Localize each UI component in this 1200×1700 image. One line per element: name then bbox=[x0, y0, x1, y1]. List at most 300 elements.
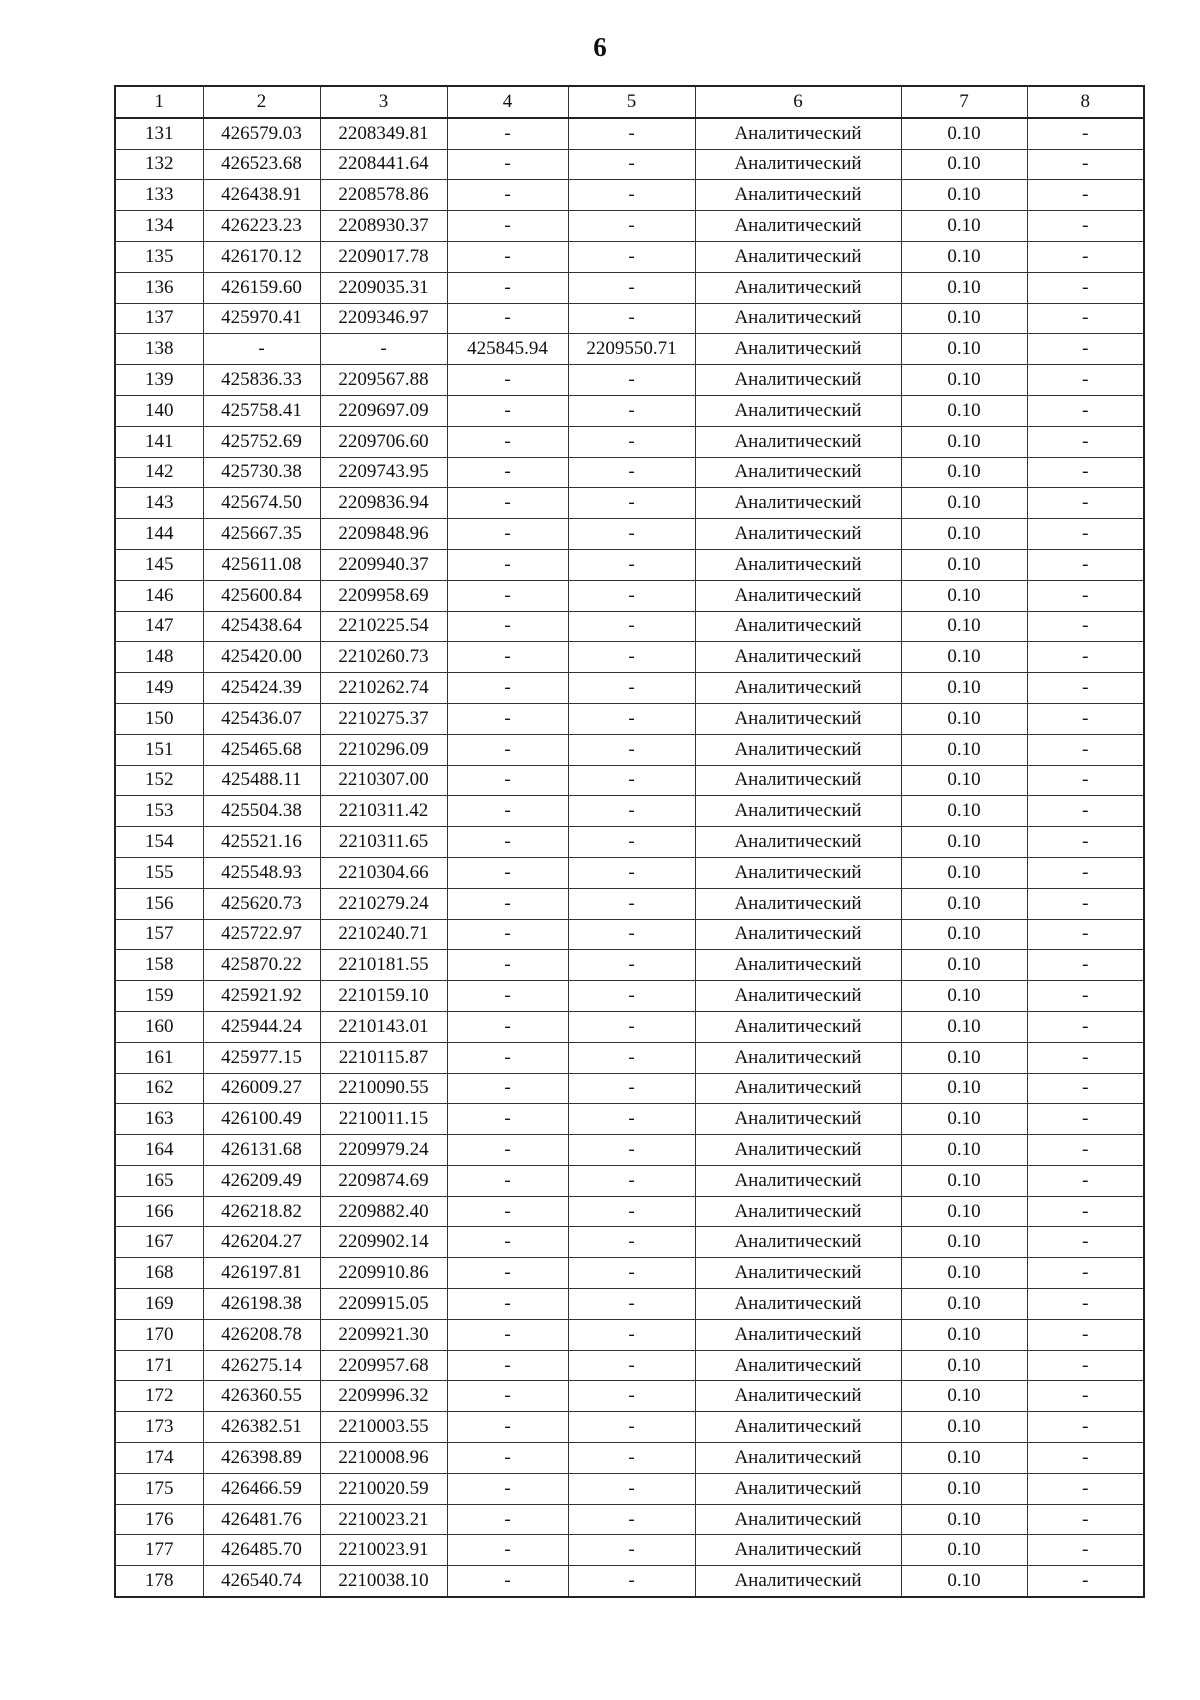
table-cell: - bbox=[1027, 919, 1144, 950]
table-cell: - bbox=[447, 519, 568, 550]
table-cell: - bbox=[1027, 241, 1144, 272]
table-row bbox=[115, 1104, 1144, 1135]
table-cell: - bbox=[447, 1104, 568, 1135]
table-row bbox=[115, 118, 1144, 149]
table-cell: 0.10 bbox=[901, 1473, 1027, 1504]
table-cell: - bbox=[447, 1412, 568, 1443]
table-cell: 2209550.71 bbox=[568, 334, 695, 365]
table-cell: - bbox=[447, 1289, 568, 1320]
table-cell: - bbox=[1027, 827, 1144, 858]
table-cell: 2210115.87 bbox=[320, 1042, 447, 1073]
table-row bbox=[115, 796, 1144, 827]
table-cell: 425845.94 bbox=[447, 334, 568, 365]
table-cell: - bbox=[1027, 1011, 1144, 1042]
table-row bbox=[115, 303, 1144, 334]
table-cell: - bbox=[568, 180, 695, 211]
table-cell: - bbox=[1027, 1535, 1144, 1566]
table-cell: 143 bbox=[115, 488, 203, 519]
table-cell: 2210296.09 bbox=[320, 734, 447, 765]
table-row bbox=[115, 1566, 1144, 1597]
table-cell: - bbox=[568, 241, 695, 272]
table-cell: 2209979.24 bbox=[320, 1135, 447, 1166]
table-cell: - bbox=[1027, 703, 1144, 734]
table-cell: Аналитический bbox=[695, 673, 901, 704]
table-cell: - bbox=[568, 796, 695, 827]
table-cell: - bbox=[1027, 1473, 1144, 1504]
table-row bbox=[115, 1350, 1144, 1381]
table-cell: Аналитический bbox=[695, 950, 901, 981]
table-cell: 0.10 bbox=[901, 395, 1027, 426]
table-cell: Аналитический bbox=[695, 611, 901, 642]
table-cell: 0.10 bbox=[901, 1535, 1027, 1566]
table-cell: - bbox=[1027, 272, 1144, 303]
table-cell: 425424.39 bbox=[203, 673, 320, 704]
table-cell: 162 bbox=[115, 1073, 203, 1104]
table-cell: 2208349.81 bbox=[320, 118, 447, 149]
table-cell: 158 bbox=[115, 950, 203, 981]
table-cell: 0.10 bbox=[901, 857, 1027, 888]
table-row bbox=[115, 241, 1144, 272]
page-number: 6 bbox=[593, 32, 607, 62]
table-cell: 425548.93 bbox=[203, 857, 320, 888]
table-cell: - bbox=[568, 1042, 695, 1073]
table-row bbox=[115, 1073, 1144, 1104]
table-cell: 163 bbox=[115, 1104, 203, 1135]
table-cell: - bbox=[1027, 888, 1144, 919]
table-cell: 146 bbox=[115, 580, 203, 611]
table-cell: - bbox=[568, 1566, 695, 1597]
table-cell: - bbox=[568, 919, 695, 950]
table-cell: 148 bbox=[115, 642, 203, 673]
table-cell: - bbox=[1027, 1258, 1144, 1289]
table-cell: 135 bbox=[115, 241, 203, 272]
table-cell: 2209697.09 bbox=[320, 395, 447, 426]
table-cell: 2209996.32 bbox=[320, 1381, 447, 1412]
table-cell: - bbox=[447, 1535, 568, 1566]
table-cell: 426523.68 bbox=[203, 149, 320, 180]
table-cell: 425836.33 bbox=[203, 365, 320, 396]
table-cell: Аналитический bbox=[695, 1473, 901, 1504]
table-cell: 2209957.68 bbox=[320, 1350, 447, 1381]
table-cell: 426170.12 bbox=[203, 241, 320, 272]
table-cell: 0.10 bbox=[901, 703, 1027, 734]
table-cell: 2209958.69 bbox=[320, 580, 447, 611]
table-cell: 425722.97 bbox=[203, 919, 320, 950]
table-cell: - bbox=[1027, 549, 1144, 580]
table-cell: Аналитический bbox=[695, 1381, 901, 1412]
table-cell: 0.10 bbox=[901, 1135, 1027, 1166]
table-cell: - bbox=[447, 950, 568, 981]
table-cell: 426100.49 bbox=[203, 1104, 320, 1135]
table-cell: 0.10 bbox=[901, 580, 1027, 611]
table-cell: 425600.84 bbox=[203, 580, 320, 611]
table-cell: 0.10 bbox=[901, 272, 1027, 303]
table-cell: - bbox=[447, 734, 568, 765]
table-cell: 0.10 bbox=[901, 981, 1027, 1012]
table-cell: 145 bbox=[115, 549, 203, 580]
table-cell: 133 bbox=[115, 180, 203, 211]
table-cell: Аналитический bbox=[695, 519, 901, 550]
table-cell: 2209910.86 bbox=[320, 1258, 447, 1289]
table-row bbox=[115, 365, 1144, 396]
table-cell: 144 bbox=[115, 519, 203, 550]
table-cell: 426198.38 bbox=[203, 1289, 320, 1320]
table-cell: Аналитический bbox=[695, 919, 901, 950]
column-header: 7 bbox=[901, 86, 1027, 118]
table-cell: 167 bbox=[115, 1227, 203, 1258]
table-cell: 0.10 bbox=[901, 1258, 1027, 1289]
table-row bbox=[115, 919, 1144, 950]
table-cell: - bbox=[1027, 1350, 1144, 1381]
table-cell: - bbox=[1027, 1104, 1144, 1135]
table-cell: - bbox=[447, 149, 568, 180]
table-cell: Аналитический bbox=[695, 1227, 901, 1258]
table-cell: 2210038.10 bbox=[320, 1566, 447, 1597]
table-cell: 2210020.59 bbox=[320, 1473, 447, 1504]
table-cell: - bbox=[1027, 1566, 1144, 1597]
table-cell: - bbox=[1027, 765, 1144, 796]
table-cell: 151 bbox=[115, 734, 203, 765]
table-cell: - bbox=[568, 981, 695, 1012]
table-cell: 425438.64 bbox=[203, 611, 320, 642]
table-cell: - bbox=[1027, 1165, 1144, 1196]
table-cell: 425674.50 bbox=[203, 488, 320, 519]
table-cell: - bbox=[1027, 1135, 1144, 1166]
table-cell: 425870.22 bbox=[203, 950, 320, 981]
table-cell: - bbox=[447, 1473, 568, 1504]
table-cell: - bbox=[447, 888, 568, 919]
table-cell: 425977.15 bbox=[203, 1042, 320, 1073]
table-cell: - bbox=[1027, 1381, 1144, 1412]
table-cell: - bbox=[1027, 118, 1144, 149]
table-cell: Аналитический bbox=[695, 1104, 901, 1135]
table-cell: 425465.68 bbox=[203, 734, 320, 765]
table-cell: 426159.60 bbox=[203, 272, 320, 303]
table-cell: 171 bbox=[115, 1350, 203, 1381]
table-row bbox=[115, 765, 1144, 796]
table-cell: - bbox=[1027, 365, 1144, 396]
table-cell: 139 bbox=[115, 365, 203, 396]
table-cell: - bbox=[568, 1135, 695, 1166]
table-row bbox=[115, 1381, 1144, 1412]
table-cell: - bbox=[320, 334, 447, 365]
table-cell: - bbox=[447, 365, 568, 396]
table-cell: - bbox=[1027, 1443, 1144, 1474]
table-cell: 0.10 bbox=[901, 365, 1027, 396]
column-header: 3 bbox=[320, 86, 447, 118]
table-cell: 132 bbox=[115, 149, 203, 180]
table-cell: Аналитический bbox=[695, 1073, 901, 1104]
table-cell: 156 bbox=[115, 888, 203, 919]
table-cell: - bbox=[568, 734, 695, 765]
table-cell: 164 bbox=[115, 1135, 203, 1166]
table-cell: 0.10 bbox=[901, 734, 1027, 765]
table-cell: - bbox=[1027, 334, 1144, 365]
table-cell: 426275.14 bbox=[203, 1350, 320, 1381]
table-cell: 0.10 bbox=[901, 1443, 1027, 1474]
table-cell: 425420.00 bbox=[203, 642, 320, 673]
table-cell: 0.10 bbox=[901, 1165, 1027, 1196]
table-cell: 2210311.42 bbox=[320, 796, 447, 827]
table-cell: - bbox=[1027, 1042, 1144, 1073]
table-cell: - bbox=[568, 272, 695, 303]
table-row bbox=[115, 1504, 1144, 1535]
table-cell: - bbox=[1027, 857, 1144, 888]
table-cell: Аналитический bbox=[695, 365, 901, 396]
table-row bbox=[115, 1289, 1144, 1320]
table-cell: 425611.08 bbox=[203, 549, 320, 580]
table-cell: - bbox=[447, 1165, 568, 1196]
table-cell: 0.10 bbox=[901, 642, 1027, 673]
table-cell: 426360.55 bbox=[203, 1381, 320, 1412]
table-row bbox=[115, 457, 1144, 488]
table-cell: 426398.89 bbox=[203, 1443, 320, 1474]
table-cell: - bbox=[447, 118, 568, 149]
table-cell: 172 bbox=[115, 1381, 203, 1412]
table-cell: 426009.27 bbox=[203, 1073, 320, 1104]
table-cell: 425620.73 bbox=[203, 888, 320, 919]
table-cell: 425921.92 bbox=[203, 981, 320, 1012]
table-cell: 425944.24 bbox=[203, 1011, 320, 1042]
table-cell: - bbox=[568, 303, 695, 334]
table-row bbox=[115, 1042, 1144, 1073]
table-cell: 159 bbox=[115, 981, 203, 1012]
table-row bbox=[115, 611, 1144, 642]
table-body bbox=[115, 118, 1144, 1597]
table-cell: 0.10 bbox=[901, 549, 1027, 580]
table-cell: Аналитический bbox=[695, 1011, 901, 1042]
table-cell: 2210003.55 bbox=[320, 1412, 447, 1443]
table-cell: Аналитический bbox=[695, 981, 901, 1012]
table-cell: - bbox=[447, 1073, 568, 1104]
table-cell: - bbox=[568, 827, 695, 858]
table-cell: - bbox=[1027, 488, 1144, 519]
table-cell: 0.10 bbox=[901, 1227, 1027, 1258]
table-cell: 0.10 bbox=[901, 303, 1027, 334]
table-cell: 0.10 bbox=[901, 673, 1027, 704]
table-cell: Аналитический bbox=[695, 149, 901, 180]
table-cell: 168 bbox=[115, 1258, 203, 1289]
table-cell: 2209706.60 bbox=[320, 426, 447, 457]
table-cell: Аналитический bbox=[695, 1165, 901, 1196]
table-cell: - bbox=[568, 950, 695, 981]
table-cell: 425521.16 bbox=[203, 827, 320, 858]
table-cell: 0.10 bbox=[901, 1289, 1027, 1320]
table-cell: 165 bbox=[115, 1165, 203, 1196]
table-cell: 177 bbox=[115, 1535, 203, 1566]
table-cell: 2210307.00 bbox=[320, 765, 447, 796]
table-cell: - bbox=[568, 211, 695, 242]
table-cell: - bbox=[447, 1042, 568, 1073]
table-cell: 170 bbox=[115, 1319, 203, 1350]
coordinates-table bbox=[114, 85, 1145, 1598]
table-cell: Аналитический bbox=[695, 211, 901, 242]
table-row bbox=[115, 642, 1144, 673]
table-cell: 2210240.71 bbox=[320, 919, 447, 950]
table-cell: - bbox=[447, 827, 568, 858]
table-cell: - bbox=[1027, 1319, 1144, 1350]
table-cell: 2209940.37 bbox=[320, 549, 447, 580]
table-cell: 0.10 bbox=[901, 519, 1027, 550]
table-row bbox=[115, 334, 1144, 365]
header-row bbox=[115, 86, 1144, 118]
table-cell: 0.10 bbox=[901, 919, 1027, 950]
table-cell: 426131.68 bbox=[203, 1135, 320, 1166]
table-cell: 426579.03 bbox=[203, 118, 320, 149]
table-cell: - bbox=[1027, 457, 1144, 488]
table-cell: 175 bbox=[115, 1473, 203, 1504]
table-row bbox=[115, 1443, 1144, 1474]
table-cell: - bbox=[447, 765, 568, 796]
table-cell: Аналитический bbox=[695, 241, 901, 272]
table-cell: - bbox=[447, 180, 568, 211]
table-cell: - bbox=[1027, 734, 1144, 765]
table-cell: - bbox=[568, 1196, 695, 1227]
table-cell: Аналитический bbox=[695, 1196, 901, 1227]
table-cell: - bbox=[568, 611, 695, 642]
table-row bbox=[115, 1258, 1144, 1289]
table-cell: 426485.70 bbox=[203, 1535, 320, 1566]
table-cell: - bbox=[447, 1381, 568, 1412]
table-cell: - bbox=[568, 1073, 695, 1104]
table-cell: 425488.11 bbox=[203, 765, 320, 796]
table-cell: - bbox=[568, 549, 695, 580]
table-cell: - bbox=[568, 1165, 695, 1196]
table-row bbox=[115, 549, 1144, 580]
table-cell: Аналитический bbox=[695, 457, 901, 488]
table-cell: 0.10 bbox=[901, 765, 1027, 796]
table-cell: 425970.41 bbox=[203, 303, 320, 334]
table-cell: 153 bbox=[115, 796, 203, 827]
table-row bbox=[115, 857, 1144, 888]
table-cell: 426540.74 bbox=[203, 1566, 320, 1597]
column-header: 8 bbox=[1027, 86, 1144, 118]
table-cell: - bbox=[568, 1443, 695, 1474]
table-cell: 426218.82 bbox=[203, 1196, 320, 1227]
table-cell: - bbox=[447, 303, 568, 334]
table-cell: Аналитический bbox=[695, 1443, 901, 1474]
table-header bbox=[115, 86, 1144, 118]
table-cell: 131 bbox=[115, 118, 203, 149]
table-cell: 0.10 bbox=[901, 1350, 1027, 1381]
table-cell: 0.10 bbox=[901, 1011, 1027, 1042]
table-cell: Аналитический bbox=[695, 118, 901, 149]
table-cell: Аналитический bbox=[695, 1258, 901, 1289]
table-cell: - bbox=[447, 395, 568, 426]
table-cell: - bbox=[1027, 796, 1144, 827]
table-cell: - bbox=[568, 519, 695, 550]
table-cell: Аналитический bbox=[695, 549, 901, 580]
table-cell: 2210090.55 bbox=[320, 1073, 447, 1104]
table-cell: - bbox=[1027, 395, 1144, 426]
table-cell: 152 bbox=[115, 765, 203, 796]
table-cell: 174 bbox=[115, 1443, 203, 1474]
table-cell: - bbox=[447, 1227, 568, 1258]
table-cell: 426481.76 bbox=[203, 1504, 320, 1535]
table-row bbox=[115, 519, 1144, 550]
table-cell: 2210008.96 bbox=[320, 1443, 447, 1474]
table-cell: - bbox=[568, 395, 695, 426]
table-cell: Аналитический bbox=[695, 272, 901, 303]
table-cell: 0.10 bbox=[901, 827, 1027, 858]
table-cell: 2210225.54 bbox=[320, 611, 447, 642]
table-cell: 2209874.69 bbox=[320, 1165, 447, 1196]
table-cell: 0.10 bbox=[901, 149, 1027, 180]
column-header: 2 bbox=[203, 86, 320, 118]
table-cell: - bbox=[568, 457, 695, 488]
table-row bbox=[115, 1165, 1144, 1196]
table-cell: Аналитический bbox=[695, 703, 901, 734]
table-cell: 136 bbox=[115, 272, 203, 303]
table-cell: Аналитический bbox=[695, 334, 901, 365]
table-cell: 0.10 bbox=[901, 950, 1027, 981]
table-cell: 425667.35 bbox=[203, 519, 320, 550]
table-cell: - bbox=[447, 857, 568, 888]
table-cell: 426382.51 bbox=[203, 1412, 320, 1443]
table-cell: 134 bbox=[115, 211, 203, 242]
table-cell: - bbox=[447, 1443, 568, 1474]
table-cell: 0.10 bbox=[901, 796, 1027, 827]
table-cell: Аналитический bbox=[695, 1135, 901, 1166]
table-cell: 0.10 bbox=[901, 1042, 1027, 1073]
table-cell: - bbox=[447, 919, 568, 950]
table-row bbox=[115, 1227, 1144, 1258]
table-row bbox=[115, 888, 1144, 919]
table-row bbox=[115, 734, 1144, 765]
table-cell: 147 bbox=[115, 611, 203, 642]
table-cell: - bbox=[1027, 149, 1144, 180]
table-cell: 2210011.15 bbox=[320, 1104, 447, 1135]
table-cell: - bbox=[568, 1319, 695, 1350]
table-cell: Аналитический bbox=[695, 488, 901, 519]
table-cell: Аналитический bbox=[695, 857, 901, 888]
table-cell: 141 bbox=[115, 426, 203, 457]
table-cell: Аналитический bbox=[695, 888, 901, 919]
table-cell: - bbox=[447, 211, 568, 242]
table-cell: 0.10 bbox=[901, 211, 1027, 242]
table-cell: 2209836.94 bbox=[320, 488, 447, 519]
table-cell: 2209902.14 bbox=[320, 1227, 447, 1258]
table-cell: 2209567.88 bbox=[320, 365, 447, 396]
table-cell: - bbox=[1027, 673, 1144, 704]
table-cell: 150 bbox=[115, 703, 203, 734]
table-cell: - bbox=[447, 549, 568, 580]
table-cell: - bbox=[447, 1319, 568, 1350]
table-cell: 2209921.30 bbox=[320, 1319, 447, 1350]
table-cell: - bbox=[447, 457, 568, 488]
table-cell: Аналитический bbox=[695, 765, 901, 796]
table-cell: 2209035.31 bbox=[320, 272, 447, 303]
table-cell: Аналитический bbox=[695, 395, 901, 426]
table-row bbox=[115, 488, 1144, 519]
table-cell: - bbox=[447, 426, 568, 457]
table-cell: 2210279.24 bbox=[320, 888, 447, 919]
table-cell: 426208.78 bbox=[203, 1319, 320, 1350]
table-cell: 161 bbox=[115, 1042, 203, 1073]
table-cell: - bbox=[447, 673, 568, 704]
table-row bbox=[115, 580, 1144, 611]
table-cell: 155 bbox=[115, 857, 203, 888]
table-cell: 2209848.96 bbox=[320, 519, 447, 550]
table-cell: 0.10 bbox=[901, 1412, 1027, 1443]
table-cell: - bbox=[568, 365, 695, 396]
table-cell: 426223.23 bbox=[203, 211, 320, 242]
table-cell: - bbox=[1027, 981, 1144, 1012]
table-cell: Аналитический bbox=[695, 180, 901, 211]
table-cell: - bbox=[1027, 1504, 1144, 1535]
table-cell: - bbox=[1027, 211, 1144, 242]
table-cell: - bbox=[447, 703, 568, 734]
